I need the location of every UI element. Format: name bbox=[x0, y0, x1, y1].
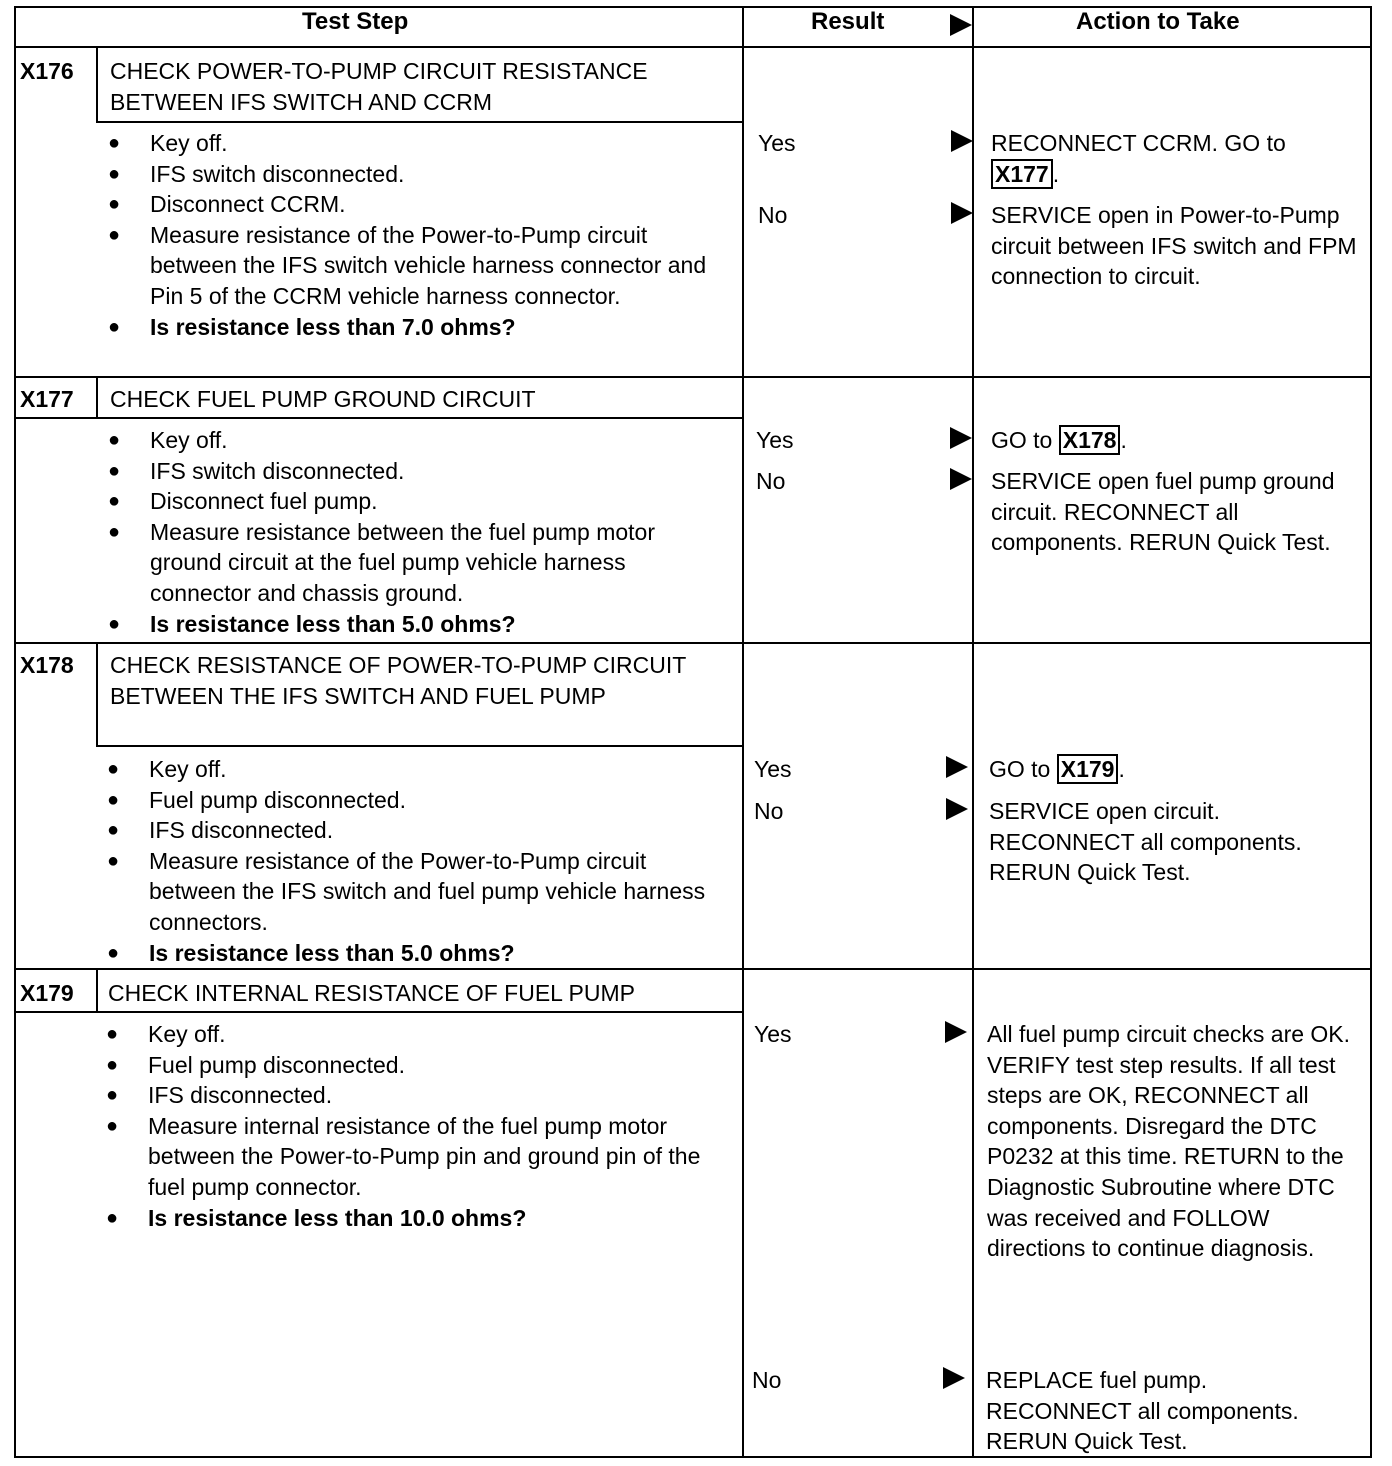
action-suffix: . bbox=[1118, 756, 1125, 782]
step-bullet: ● Measure resistance of the Power-to-Pump circuit between the IFS switch and fuel pump vehicle harness connectors. bbox=[107, 846, 709, 938]
result-yes-x176: Yes bbox=[758, 130, 796, 156]
step-title-x177: CHECK FUEL PUMP GROUND CIRCUIT bbox=[110, 386, 536, 412]
step-bullet: ● Key off. bbox=[108, 425, 708, 456]
result-no-x178: No bbox=[754, 798, 784, 824]
step-bullet: ● Key off. bbox=[106, 1019, 706, 1050]
step-bullet: ● Fuel pump disconnected. bbox=[106, 1050, 706, 1081]
step-list-x176 bbox=[108, 128, 708, 342]
header-arrow-icon bbox=[950, 14, 972, 36]
title-rule-x178 bbox=[96, 745, 742, 747]
arrow-icon bbox=[943, 1367, 965, 1389]
action-suffix: . bbox=[1120, 427, 1127, 453]
step-code-x179: X179 bbox=[20, 980, 74, 1006]
step-bullet: ● Disconnect CCRM. bbox=[108, 189, 708, 220]
step-bullet: ● IFS switch disconnected. bbox=[108, 456, 708, 487]
step-reference-x177[interactable]: X177 bbox=[991, 159, 1053, 189]
step-title-x176: CHECK POWER-TO-PUMP CIRCUIT RESISTANCE BETWEEN IFS SWITCH AND CCRM bbox=[110, 58, 648, 115]
header-rule bbox=[14, 46, 1372, 48]
title-rule-x179 bbox=[14, 1011, 742, 1013]
step-bullet: ● Measure resistance between the fuel pump motor ground circuit at the fuel pump vehicle harness connector and chassis ground. bbox=[108, 517, 710, 609]
title-rule-x176 bbox=[96, 121, 742, 123]
step-code-x178: X178 bbox=[20, 652, 74, 678]
arrow-icon bbox=[950, 427, 972, 449]
action-suffix: . bbox=[1052, 160, 1060, 187]
code-divider-x177 bbox=[96, 378, 98, 418]
step-bullet: ● Key off. bbox=[107, 754, 707, 785]
header-test-step: Test Step bbox=[302, 8, 409, 35]
action-text: GO to bbox=[991, 427, 1053, 453]
code-divider-x178 bbox=[96, 644, 98, 746]
step-bullet: ● Disconnect fuel pump. bbox=[108, 486, 708, 517]
row-rule-x177 bbox=[14, 376, 1372, 378]
result-yes-x178: Yes bbox=[754, 756, 792, 782]
action-yes-x177 bbox=[991, 425, 1376, 456]
action-no-x177: SERVICE open fuel pump ground circuit. RECONNECT all components. RERUN Quick Test. bbox=[991, 468, 1335, 556]
arrow-icon bbox=[950, 468, 972, 490]
step-bullet: ● Measure internal resistance of the fuel pump motor between the Power-to-Pump pin and ground pin of the fuel pump connector. bbox=[106, 1111, 708, 1203]
arrow-icon bbox=[946, 756, 968, 778]
action-no-x176: SERVICE open in Power-to-Pump circuit between IFS switch and FPM connection to circuit. bbox=[991, 202, 1357, 290]
action-no-x179: REPLACE fuel pump. RECONNECT all components. RERUN Quick Test. bbox=[986, 1367, 1299, 1455]
step-code-x176: X176 bbox=[20, 58, 74, 84]
step-title-x178: CHECK RESISTANCE OF POWER-TO-PUMP CIRCUIT BETWEEN THE IFS SWITCH AND FUEL PUMP bbox=[110, 652, 686, 709]
result-no-x179: No bbox=[752, 1367, 782, 1393]
header-action: Action to Take bbox=[1076, 8, 1240, 35]
step-question: ● Is resistance less than 7.0 ohms? bbox=[108, 312, 708, 343]
step-bullet: ● IFS disconnected. bbox=[107, 815, 707, 846]
result-no-x176: No bbox=[758, 202, 788, 228]
step-question: ● Is resistance less than 10.0 ohms? bbox=[106, 1203, 706, 1234]
action-no-x178: SERVICE open circuit. RECONNECT all components. RERUN Quick Test. bbox=[989, 798, 1302, 886]
step-bullet: ● Fuel pump disconnected. bbox=[107, 785, 707, 816]
step-code-x177: X177 bbox=[20, 386, 74, 412]
step-question: ● Is resistance less than 5.0 ohms? bbox=[108, 609, 708, 640]
result-yes-x179: Yes bbox=[754, 1021, 792, 1047]
row-rule-x179 bbox=[14, 968, 1372, 970]
step-bullet: ● IFS switch disconnected. bbox=[108, 159, 708, 190]
step-reference-x178[interactable]: X178 bbox=[1059, 425, 1121, 455]
arrow-icon bbox=[945, 1021, 967, 1043]
header-result: Result bbox=[811, 8, 885, 35]
result-yes-x177: Yes bbox=[756, 427, 794, 453]
step-question: ● Is resistance less than 5.0 ohms? bbox=[107, 938, 707, 969]
action-text: GO to bbox=[989, 756, 1051, 782]
step-bullet: ● IFS disconnected. bbox=[106, 1080, 706, 1111]
arrow-icon bbox=[946, 798, 968, 820]
action-yes-x176 bbox=[991, 128, 1291, 189]
action-yes-x178 bbox=[989, 754, 1374, 785]
code-divider-x176 bbox=[96, 48, 98, 122]
step-list-x179 bbox=[106, 1019, 706, 1233]
step-title-x179: CHECK INTERNAL RESISTANCE OF FUEL PUMP bbox=[108, 980, 635, 1006]
row-rule-x178 bbox=[14, 642, 1372, 644]
column-divider-result bbox=[742, 6, 744, 1458]
step-bullet: ● Measure resistance of the Power-to-Pump circuit between the IFS switch vehicle harness connector and Pin 5 of the CCRM vehicle harness connector. bbox=[108, 220, 710, 312]
action-yes-x179: All fuel pump circuit checks are OK. VERIFY test step results. If all test steps are OK, RECONNECT all components. Disregard the DTC P0232 at this time. RETURN to the Diagnostic Subroutine where DTC was received and FOLLOW directions to continue diagnosis. bbox=[987, 1021, 1351, 1262]
arrow-icon bbox=[951, 202, 973, 224]
step-bullet: ● Key off. bbox=[108, 128, 708, 159]
step-list-x178 bbox=[107, 754, 707, 968]
title-rule-x177 bbox=[14, 417, 742, 419]
step-list-x177 bbox=[108, 425, 708, 639]
step-reference-x179[interactable]: X179 bbox=[1057, 754, 1119, 784]
action-text: RECONNECT CCRM. GO to bbox=[991, 130, 1286, 156]
arrow-icon bbox=[951, 130, 973, 152]
result-no-x177: No bbox=[756, 468, 786, 494]
code-divider-x179 bbox=[96, 970, 98, 1012]
